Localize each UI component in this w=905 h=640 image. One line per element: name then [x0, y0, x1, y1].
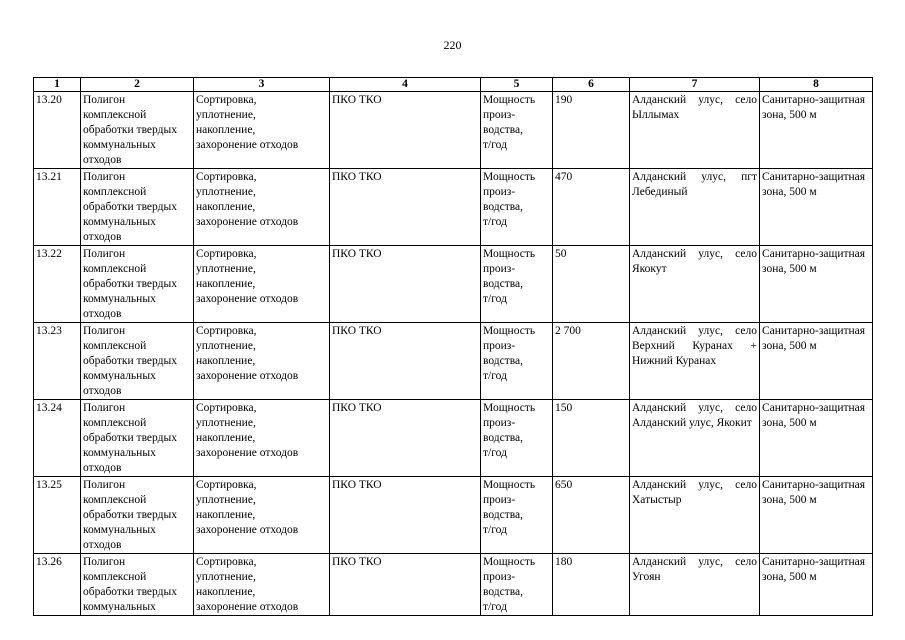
- cell-capacity-label: Мощность произ- водства, т/год: [481, 400, 553, 477]
- cell-protection-zone: Санитарно-защитная зона, 500 м: [760, 323, 873, 400]
- cell-capacity-value: 190: [553, 92, 630, 169]
- cell-operations: Сортировка, уплотнение, накопление, захоронение отходов: [194, 554, 330, 616]
- cell-facility-name: Полигон комплексной обработки твердых коммунальных отходов: [81, 246, 194, 323]
- cell-protection-zone: Санитарно-защитная зона, 500 м: [760, 477, 873, 554]
- cell-location: Алданский улус, село Ыллымах: [630, 92, 760, 169]
- table-row: [34, 400, 873, 477]
- header-row: [34, 78, 873, 92]
- cell-location: Алданский улус, село Якокут: [630, 246, 760, 323]
- cell-facility-name: Полигон комплексной обработки твердых коммунальных отходов: [81, 323, 194, 400]
- cell-capacity-value: 180: [553, 554, 630, 616]
- table-row: [34, 246, 873, 323]
- cell-facility-type: ПКО ТКО: [330, 477, 481, 554]
- cell-capacity-label: Мощность произ- водства, т/год: [481, 246, 553, 323]
- cell-protection-zone: Санитарно-защитная зона, 500 м: [760, 400, 873, 477]
- column-header-1: 1: [34, 78, 81, 92]
- column-header-2: 2: [81, 78, 194, 92]
- cell-facility-type: ПКО ТКО: [330, 323, 481, 400]
- cell-row-number: 13.24: [34, 400, 81, 477]
- cell-location: Алданский улус, село Хатыстыр: [630, 477, 760, 554]
- column-header-4: 4: [330, 78, 481, 92]
- cell-operations: Сортировка, уплотнение, накопление, захоронение отходов: [194, 169, 330, 246]
- cell-facility-type: ПКО ТКО: [330, 400, 481, 477]
- cell-operations: Сортировка, уплотнение, накопление, захоронение отходов: [194, 477, 330, 554]
- column-header-8: 8: [760, 78, 873, 92]
- cell-protection-zone: Санитарно-защитная зона, 500 м: [760, 169, 873, 246]
- cell-capacity-label: Мощность произ- водства, т/год: [481, 477, 553, 554]
- table-row: [34, 477, 873, 554]
- cell-capacity-label: Мощность произ- водства, т/год: [481, 323, 553, 400]
- cell-facility-name: Полигон комплексной обработки твердых коммунальных отходов: [81, 92, 194, 169]
- cell-capacity-value: 470: [553, 169, 630, 246]
- cell-row-number: 13.25: [34, 477, 81, 554]
- cell-operations: Сортировка, уплотнение, накопление, захоронение отходов: [194, 92, 330, 169]
- cell-facility-name: Полигон комплексной обработки твердых коммунальных отходов: [81, 169, 194, 246]
- cell-location: Алданский улус, пгт Лебединый: [630, 169, 760, 246]
- cell-location: Алданский улус, село Угоян: [630, 554, 760, 616]
- table-row: [34, 169, 873, 246]
- cell-capacity-value: 50: [553, 246, 630, 323]
- page-number: 220: [443, 38, 462, 52]
- cell-row-number: 13.26: [34, 554, 81, 616]
- cell-facility-type: ПКО ТКО: [330, 554, 481, 616]
- cell-row-number: 13.20: [34, 92, 81, 169]
- cell-location: Алданский улус, село Алданский улус, Якокит: [630, 400, 760, 477]
- cell-facility-name: Полигон комплексной обработки твердых коммунальных: [81, 554, 194, 616]
- cell-facility-type: ПКО ТКО: [330, 92, 481, 169]
- cell-capacity-label: Мощность произ- водства, т/год: [481, 92, 553, 169]
- cell-operations: Сортировка, уплотнение, накопление, захоронение отходов: [194, 323, 330, 400]
- cell-row-number: 13.23: [34, 323, 81, 400]
- column-header-6: 6: [553, 78, 630, 92]
- table-row: [34, 92, 873, 169]
- cell-capacity-value: 650: [553, 477, 630, 554]
- column-header-3: 3: [194, 78, 330, 92]
- table-row: [34, 554, 873, 616]
- cell-capacity-value: 2 700: [553, 323, 630, 400]
- cell-row-number: 13.21: [34, 169, 81, 246]
- table-row: [34, 323, 873, 400]
- cell-facility-type: ПКО ТКО: [330, 246, 481, 323]
- cell-row-number: 13.22: [34, 246, 81, 323]
- cell-operations: Сортировка, уплотнение, накопление, захоронение отходов: [194, 246, 330, 323]
- cell-facility-name: Полигон комплексной обработки твердых коммунальных отходов: [81, 477, 194, 554]
- column-header-5: 5: [481, 78, 553, 92]
- cell-capacity-label: Мощность произ- водства, т/год: [481, 554, 553, 616]
- cell-protection-zone: Санитарно-защитная зона, 500 м: [760, 246, 873, 323]
- cell-capacity-label: Мощность произ- водства, т/год: [481, 169, 553, 246]
- cell-capacity-value: 150: [553, 400, 630, 477]
- column-header-7: 7: [630, 78, 760, 92]
- cell-location: Алданский улус, село Верхний Куранах + Нижний Куранах: [630, 323, 760, 400]
- cell-protection-zone: Санитарно-защитная зона, 500 м: [760, 554, 873, 616]
- cell-facility-type: ПКО ТКО: [330, 169, 481, 246]
- facilities-table: [33, 77, 873, 616]
- table-body: [34, 92, 873, 616]
- cell-operations: Сортировка, уплотнение, накопление, захоронение отходов: [194, 400, 330, 477]
- cell-facility-name: Полигон комплексной обработки твердых коммунальных отходов: [81, 400, 194, 477]
- cell-protection-zone: Санитарно-защитная зона, 500 м: [760, 92, 873, 169]
